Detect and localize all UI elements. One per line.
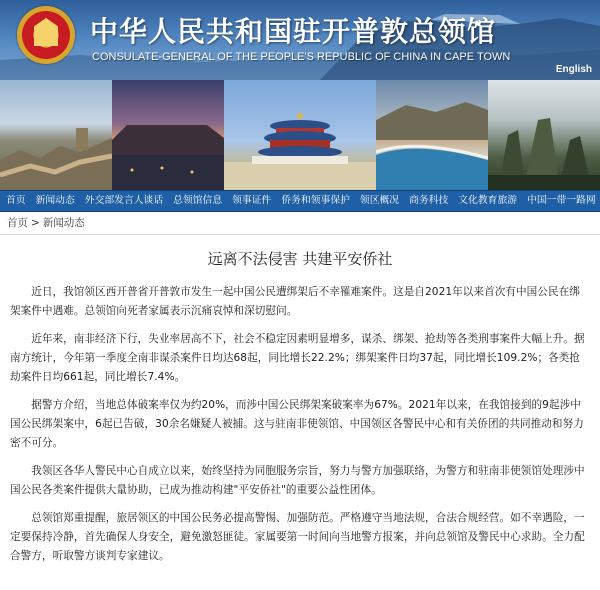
article-paragraph: 近年来，南非经济下行，失业率居高不下，社会不稳定因素明显增多，谋杀、绑架、抢劫等各类刑事案件大幅上升。据南方统计，今年第一季度全南非谋杀案件日均达68起，同比增长22.2%；绑架案件日均37起，同比增长109.2%；各类抢劫案件日均661起，同比增长7.4%。 [10,333,585,383]
article-paragraph: 总领馆郑重提醒，旅居领区的中国公民务必提高警惕、加强防范。严格遵守当地法规，合法合规经营。如不幸遇险，一定要保持冷静，首先确保人身安全，避免激怒匪徒。家属要第一时间向当地警方报案，并向总领馆及警民中心求助。全力配合警方，听取警方谈判专家建议。 [10,512,585,562]
table-mountain-dusk-photo [112,80,224,190]
temple-of-heaven-photo [224,80,376,190]
breadcrumb-separator: > [31,217,40,229]
nav-item-culture[interactable]: 文化教育旅游 [458,195,518,206]
nav-item-consulate-info[interactable]: 总领馆信息 [173,195,223,206]
article-paragraph: 据警方介绍，当地总体破案率仅为约20%，而涉中国公民绑架案破案率为67%。2021年以来，在我馆接到的9起涉中国公民绑架案中，6起已告破，30余名嫌疑人被捕。这与驻南非使领馆、中国领区各警民中心和有关侨团的共同推动和努力密不可分。 [10,399,584,449]
main-nav [0,190,600,212]
article-paragraph: 近日，我馆领区西开普省开普敦市发生一起中国公民遭绑架后不幸罹难案件。这是自2021年以来首次有中国公民在绑架案件中遇难。总领馆向死者家属表示沉痛哀悼和深切慰问。 [10,286,580,317]
site-title: 中华人民共和国驻开普敦总领馆 [90,15,497,48]
photo-strip [0,80,600,190]
nav-item-news[interactable]: 新闻动态 [35,195,75,206]
breadcrumb-home-link[interactable]: 首页 [7,217,28,229]
great-wall-photo [0,80,112,190]
nav-item-consular-district[interactable]: 领区概况 [359,195,400,206]
english-link[interactable]: English [555,64,592,75]
nav-item-overseas-chinese[interactable]: 侨务和领事保护 [281,195,350,206]
national-emblem-icon [17,6,75,64]
nav-item-belt-road[interactable]: 中国一带一路网 [527,195,596,206]
nav-item-consular-documents[interactable]: 领事证件 [232,195,272,206]
karst-mountains-photo [488,80,600,190]
nav-item-home[interactable]: 首页 [6,195,26,206]
nav-item-commerce[interactable]: 商务科技 [409,195,449,206]
breadcrumb [0,212,600,235]
nav-item-spokesperson[interactable]: 外交部发言人谈话 [84,195,164,206]
article [0,248,600,566]
article-title: 远离不法侵害 共建平安侨社 [207,250,393,268]
coastline-photo [376,80,488,190]
site-header [0,0,600,80]
breadcrumb-current[interactable]: 新闻动态 [42,217,85,229]
article-paragraph: 我领区各华人警民中心自成立以来，始终坚持为同胞服务宗旨，努力与警方加强联络，为警方和驻南非使领馆处理涉中国公民各类案件提供大量协助，已成为推动构建"平安侨社"的重要公益性团体。 [10,465,585,496]
site-subtitle: CONSULATE-GENERAL OF THE PEOPLE'S REPUBLIC OF CHINA IN CAPE TOWN [92,51,511,63]
